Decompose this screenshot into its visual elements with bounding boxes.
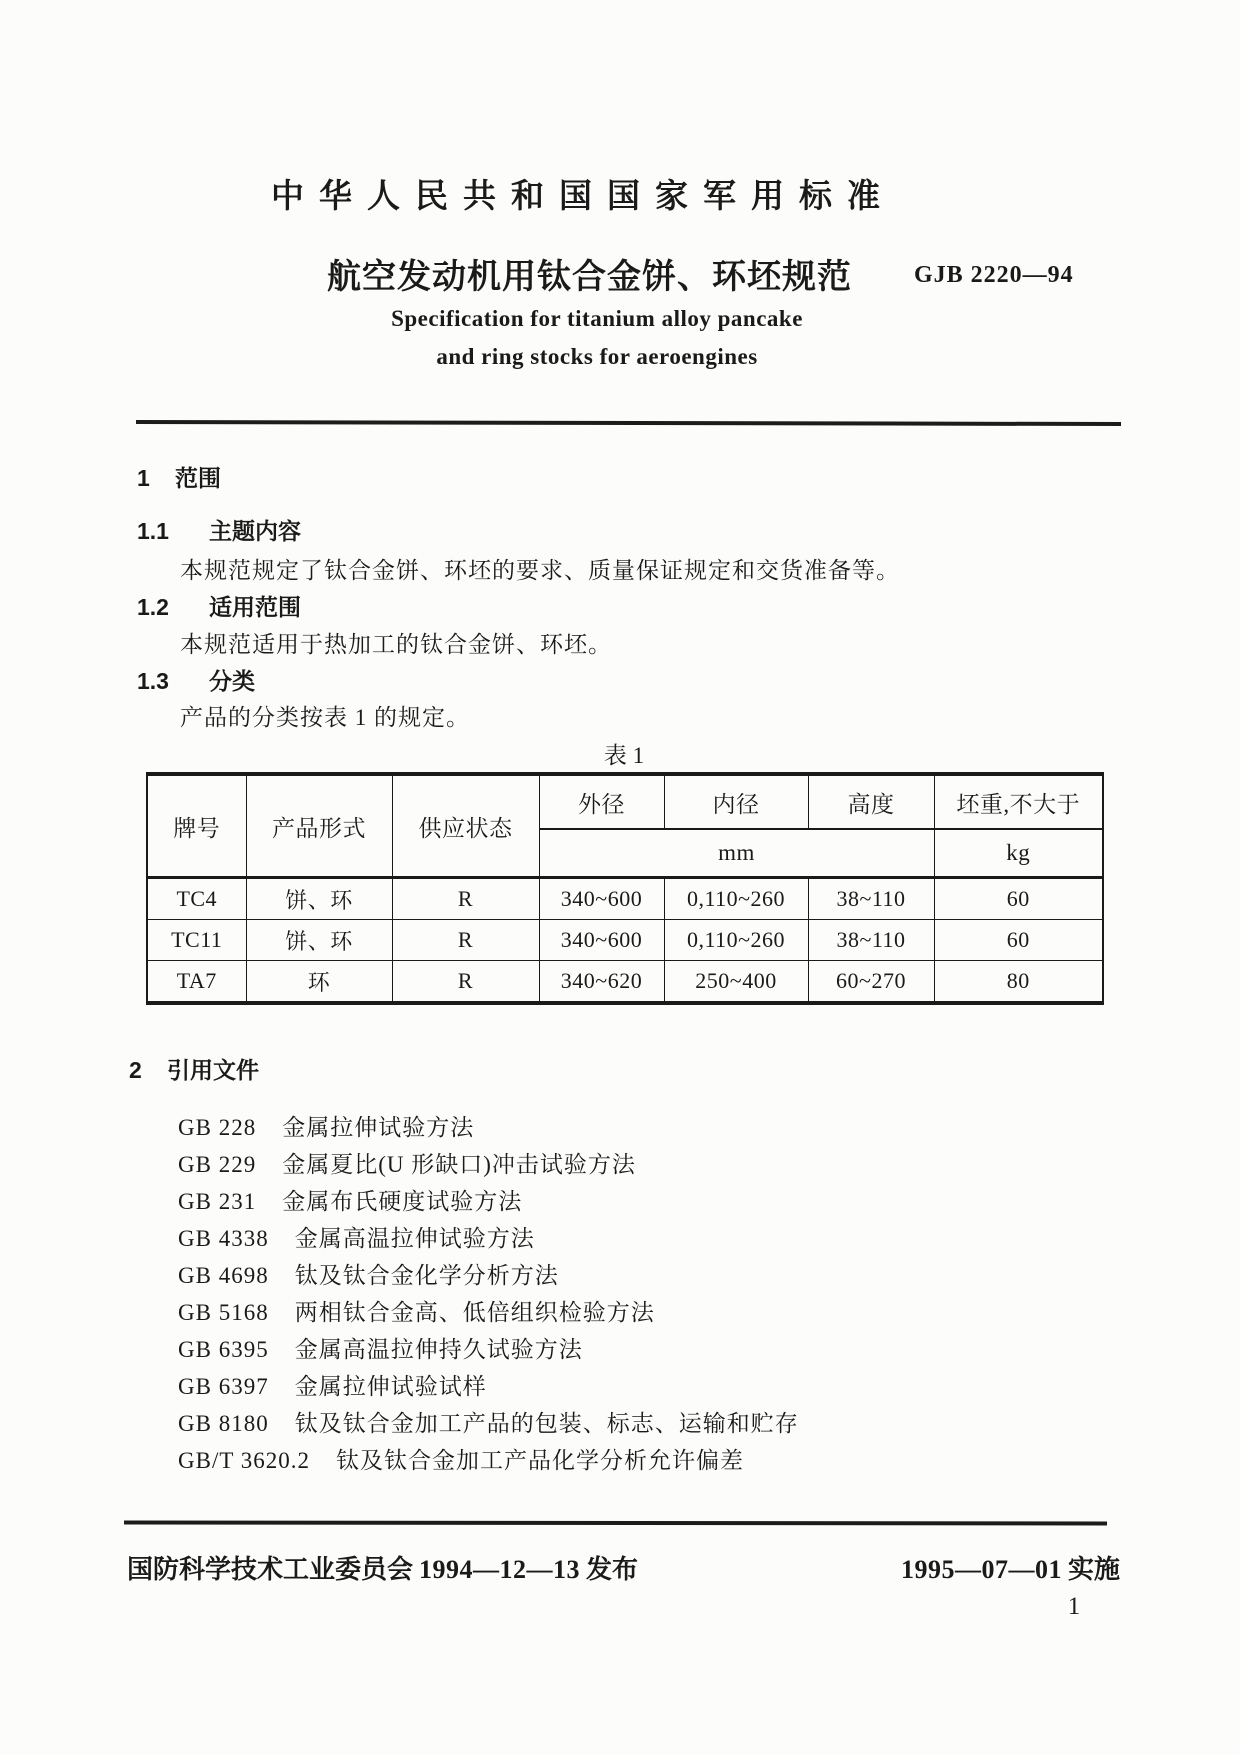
reference-item [178,1146,799,1183]
section-title: 分类 [209,668,255,694]
header-cell-od: 外径 [539,774,664,829]
section-number: 1.1 [137,518,169,544]
section-1-3-body: 产品的分类按表 1 的规定。 [180,705,470,730]
reference-code: GB 4698 [178,1263,269,1288]
section-2-heading [129,1052,259,1085]
reference-code: GB 229 [178,1152,257,1177]
reference-item [178,1405,799,1442]
section-1-1-body: 本规范规定了钛合金饼、环坯的要求、质量保证规定和交货准备等。 [180,558,900,583]
reference-code: GB 6397 [178,1374,269,1399]
reference-item [178,1220,799,1257]
section-1-3-heading [137,663,255,696]
cell-od: 340~600 [539,878,664,920]
document-title-en-line1: Specification for titanium alloy pancake [391,306,803,331]
section-1-1-heading [137,513,301,546]
reference-title: 金属夏比(U 形缺口)冲击试验方法 [282,1152,636,1177]
section-title: 范围 [175,465,221,491]
reference-item [178,1331,799,1368]
page-number: 1 [1067,1593,1081,1620]
reference-code: GB/T 3620.2 [178,1448,310,1473]
cell-state: R [392,878,539,920]
reference-title: 金属布氏硬度试验方法 [282,1189,523,1214]
footer-rule [124,1520,1107,1525]
reference-code: GB 228 [178,1115,257,1140]
reference-title: 金属高温拉伸持久试验方法 [294,1337,583,1362]
document-title-cn: 航空发动机用钛合金饼、环坯规范 [327,258,852,296]
cell-height: 38~110 [808,878,934,920]
table-row-tc4 [147,878,1103,920]
cell-id: 250~400 [664,961,808,1004]
footer-effective [895,1549,1120,1586]
section-number: 1 [137,465,150,491]
unit-cell-kg: kg [934,829,1103,878]
header-rule [136,420,1121,426]
reference-item [178,1109,799,1146]
cell-form: 饼、环 [246,920,392,961]
cell-state: R [392,961,539,1004]
footer-issuer [127,1549,638,1586]
reference-code: GB 6395 [178,1337,269,1362]
reference-list [178,1109,799,1479]
reference-title: 钛及钛合金化学分析方法 [294,1263,559,1288]
table-row-tc11 [147,920,1103,961]
cell-grade: TA7 [147,961,246,1004]
table-1-caption: 表 1 [603,743,645,768]
reference-item [178,1368,799,1405]
header-cell-grade: 牌号 [147,774,246,878]
reference-title: 钛及钛合金加工产品的包装、标志、运输和贮存 [294,1411,799,1436]
reference-title: 金属高温拉伸试验方法 [294,1226,535,1251]
cell-weight: 60 [934,920,1103,961]
header-cell-id: 内径 [664,774,808,829]
cell-id: 0,110~260 [664,878,808,920]
reference-code: GB 231 [178,1189,257,1214]
reference-item [178,1183,799,1220]
cell-height: 38~110 [808,920,934,961]
section-title: 适用范围 [209,594,301,620]
standard-type-title: 中华人民共和国国家军用标准 [271,177,895,214]
reference-title: 金属拉伸试验方法 [282,1115,475,1140]
section-number: 1.3 [137,668,169,694]
cell-od: 340~620 [539,961,664,1004]
header-cell-weight: 坯重,不大于 [934,774,1103,829]
issue-date: 1994—12—13 [419,1555,581,1584]
cell-weight: 80 [934,961,1103,1004]
unit-cell-mm: mm [539,829,934,878]
section-title: 主题内容 [209,518,301,544]
header-cell-state: 供应状态 [392,774,539,878]
reference-title: 金属拉伸试验试样 [294,1374,487,1399]
reference-title: 钛及钛合金加工产品化学分析允许偏差 [335,1448,744,1473]
reference-item [178,1442,799,1479]
section-1-2-heading [137,589,301,622]
cell-grade: TC11 [147,920,246,961]
header-cell-form: 产品形式 [246,774,392,878]
section-number: 2 [129,1057,142,1083]
cell-form: 饼、环 [246,878,392,920]
section-title: 引用文件 [167,1057,259,1083]
cell-weight: 60 [934,878,1103,920]
cell-state: R [392,920,539,961]
effective-action: 实施 [1067,1554,1120,1584]
cell-form: 环 [246,961,392,1004]
table-row-ta7 [147,961,1103,1004]
reference-code: GB 5168 [178,1300,269,1325]
issue-action: 发布 [586,1554,639,1584]
cell-id: 0,110~260 [664,920,808,961]
reference-item [178,1294,799,1331]
reference-item [178,1257,799,1294]
document-title-en-line2: and ring stocks for aeroengines [436,344,758,369]
issuer-name: 国防科学技术工业委员会 [127,1554,414,1584]
reference-code: GB 8180 [178,1411,269,1436]
reference-code: GB 4338 [178,1226,269,1251]
section-number: 1.2 [137,594,169,620]
section-1-heading [137,460,221,493]
cell-od: 340~600 [539,920,664,961]
cell-grade: TC4 [147,878,246,920]
section-1-2-body: 本规范适用于热加工的钛合金饼、环坯。 [180,632,612,657]
classification-table [146,772,1104,1005]
cell-height: 60~270 [808,961,934,1004]
effective-date: 1995—07—01 [900,1555,1062,1584]
reference-title: 两相钛合金高、低倍组织检验方法 [294,1300,655,1325]
table-header-row-1 [147,774,1103,829]
header-cell-height: 高度 [808,774,934,829]
standard-number: GJB 2220—94 [914,262,1074,288]
